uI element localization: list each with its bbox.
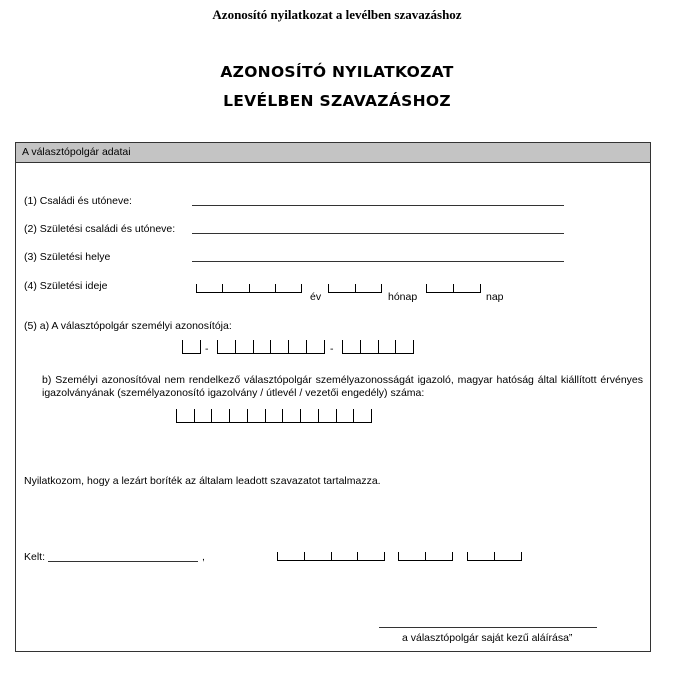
id-document-instruction: b) Személyi azonosítóval nem rendelkező választópolgár személyazonosságát igazoló, magyar hatóság által kiállított érvényes igazolványának (személyazonosító igazolvány / útlevél / vezetői engedély) száma: [42,374,643,399]
family-name-field[interactable] [192,205,564,206]
comma: , [202,551,205,563]
personal-id-label: (5) a) A választópolgár személyi azonosítója: [24,320,232,332]
personal-id-part-1[interactable] [182,340,201,354]
date-day-boxes[interactable] [467,552,522,561]
voter-data-form [15,142,651,652]
signature-caption: a választópolgár saját kezű aláírása” [402,632,573,644]
birth-place-field[interactable] [192,261,564,262]
birth-day-boxes[interactable] [426,284,481,293]
page-header-title: Azonosító nyilatkozat a levélben szavazáshoz [212,7,462,22]
date-month-boxes[interactable] [398,552,453,561]
id-document-number-boxes[interactable] [176,409,372,423]
birth-year-boxes[interactable] [196,284,302,293]
birth-place-label: (3) Születési helye [24,251,111,263]
document-title-line-1: AZONOSÍTÓ NYILATKOZAT [220,63,454,81]
day-label: nap [486,291,504,303]
month-label: hónap [388,291,418,303]
birth-name-field[interactable] [192,233,564,234]
birth-month-boxes[interactable] [328,284,382,293]
year-label: év [310,291,322,303]
date-year-boxes[interactable] [277,552,385,561]
declaration-text: Nyilatkozom, hogy a lezárt boríték az általam leadott szavazatot tartalmazza. [24,475,381,487]
signature-line[interactable] [379,627,597,628]
birth-date-label: (4) Születési ideje [24,280,108,292]
dash-2: - [330,343,334,355]
place-label: Kelt: [24,551,46,563]
section-header: A választópolgár adatai [16,143,650,163]
document-title-line-2: LEVÉLBEN SZAVAZÁSHOZ [223,92,451,110]
personal-id-part-2[interactable] [217,340,325,354]
family-name-label: (1) Családi és utóneve: [24,195,132,207]
place-field[interactable] [48,561,198,562]
birth-name-label: (2) Születési családi és utóneve: [24,223,176,235]
dash-1: - [205,343,209,355]
personal-id-part-3[interactable] [342,340,414,354]
